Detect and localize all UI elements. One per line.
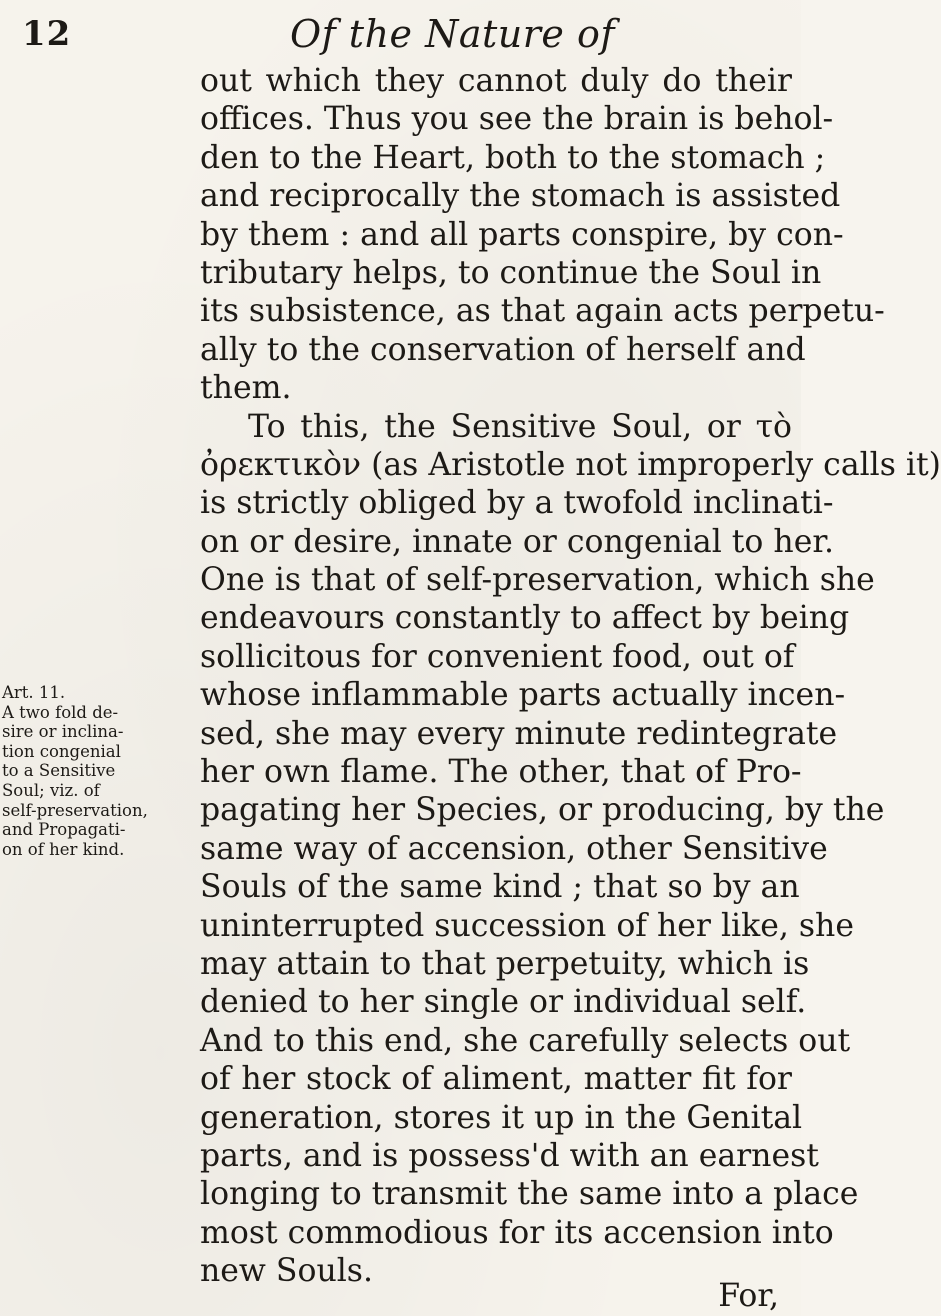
text-line: and reciprocally the stomach is assisted (200, 178, 841, 215)
text-line: on or desire, innate or congenial to her. (200, 523, 834, 560)
text-line: And to this end, she carefully selects out (200, 1022, 851, 1059)
text-line: endeavours constantly to affect by being (200, 600, 850, 637)
text-line: pagating her Species, or producing, by the (200, 792, 885, 829)
text-line: tributary helps, to continue the Soul in (200, 254, 822, 291)
running-head: Of the Nature of (290, 12, 615, 56)
margin-note-line: on of her kind. (2, 839, 125, 859)
text-line: Souls of the same kind ; that so by an (200, 869, 800, 906)
text-line: same way of accension, other Sensitive (200, 830, 828, 867)
text-line: whose inflammable parts actually incen- (200, 677, 846, 714)
text-line: its subsistence, as that again acts perpetu- (200, 293, 885, 330)
text-line: sed, she may every minute redintegrate (200, 715, 838, 752)
text-line: denied to her single or individual self. (200, 984, 807, 1021)
text-line: out which they cannot duly do their (200, 63, 792, 99)
margin-note-line: tion congenial (2, 741, 121, 761)
margin-note-line: Soul; viz. of (2, 780, 100, 800)
text-line: ally to the conservation of herself and (200, 331, 806, 368)
page-number: 12 (22, 14, 72, 54)
page-header (0, 8, 801, 68)
text-line: parts, and is possess'd with an earnest (200, 1137, 819, 1174)
text-line: den to the Heart, both to the stomach ; (200, 139, 826, 176)
text-line: new Souls. (200, 1253, 373, 1290)
text-line: is strictly obliged by a twofold inclinati- (200, 485, 834, 522)
text-line: sollicitous for convenient food, out of (200, 638, 795, 675)
margin-note (2, 683, 202, 859)
text-line: uninterrupted succession of her like, she (200, 907, 854, 944)
body-text (200, 62, 941, 1291)
margin-note-line: self-preservation, (2, 800, 148, 820)
text-line: offices. Thus you see the brain is behol- (200, 101, 834, 138)
margin-note-line: A two fold de- (2, 702, 119, 722)
text-line: One is that of self-preservation, which she (200, 562, 875, 599)
text-line: may attain to that perpetuity, which is (200, 945, 810, 982)
text-line: most commodious for its accension into (200, 1214, 834, 1251)
margin-note-line: sire or inclina- (2, 722, 124, 742)
margin-note-line: and Propagati- (2, 820, 126, 840)
catchword: For, (718, 1278, 779, 1314)
text-line: generation, stores it up in the Genital (200, 1099, 803, 1136)
text-line: To this, the Sensitive Soul, or τὸ (248, 408, 792, 445)
text-line: ὀρεκτικὸν (as Aristotle not improperly calls it) (200, 446, 941, 483)
text-line: longing to transmit the same into a place (200, 1176, 859, 1213)
text-line: them. (200, 370, 292, 407)
text-line: of her stock of aliment, matter fit for (200, 1061, 792, 1098)
text-line: her own flame. The other, that of Pro- (200, 754, 802, 791)
text-line: by them : and all parts conspire, by con- (200, 216, 844, 253)
margin-note-line: to a Sensitive (2, 761, 116, 781)
margin-note-line: Art. 11. (2, 683, 66, 702)
